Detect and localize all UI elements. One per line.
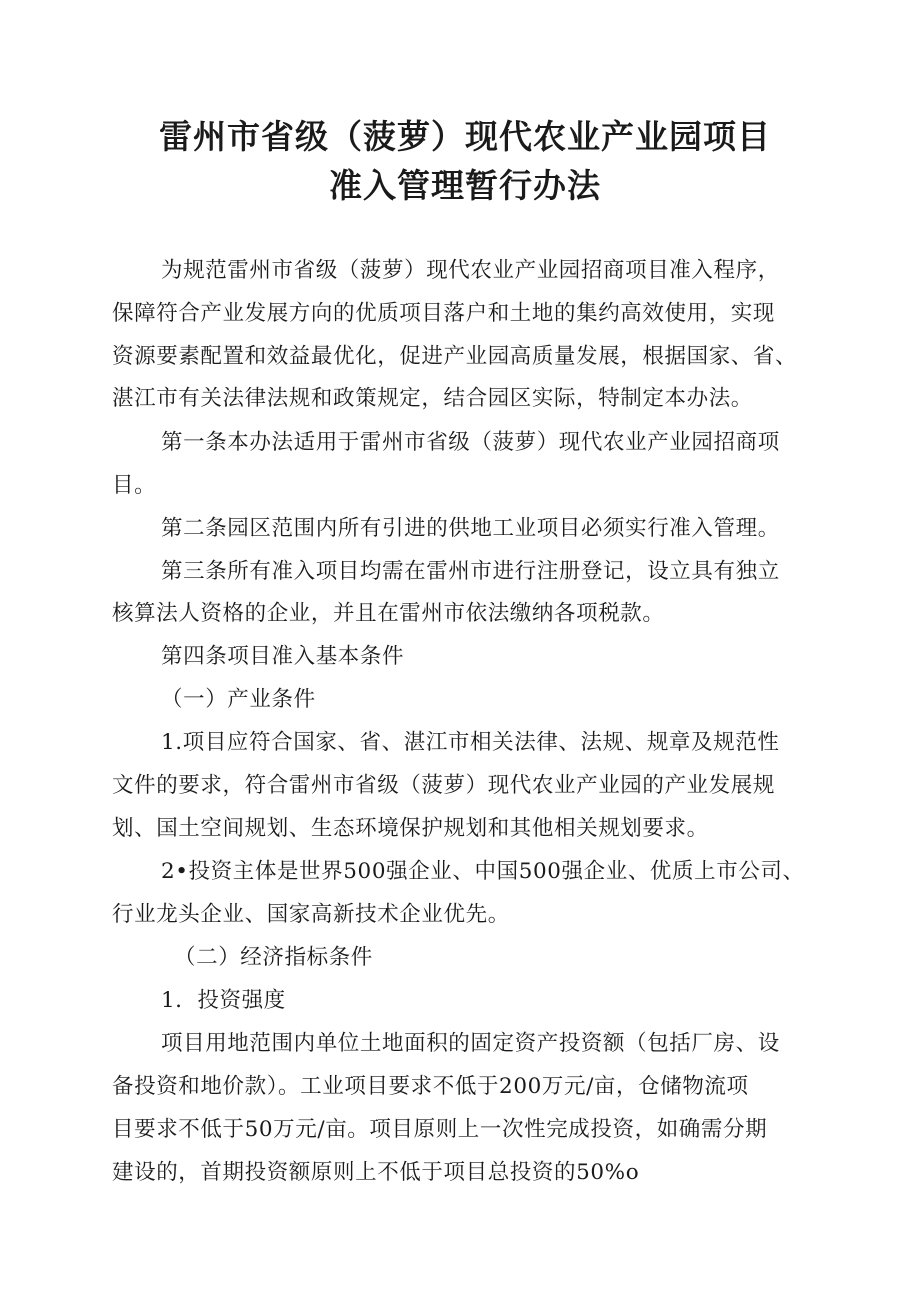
body-line: 核算法人资格的企业，并且在雷州市依法缴纳各项税款。 (112, 601, 665, 626)
body-line: 资源要素配置和效益最优化，促进产业园高质量发展，根据国家、省、 (112, 344, 798, 369)
body-line: 建设的，首期投资额原则上不低于项目总投资的50%o (112, 1160, 640, 1185)
body-line: 第三条所有准入项目均需在雷州市进行注册登记，设立具有独立 (161, 559, 780, 584)
body-line: 2•投资主体是世界500强企业、中国500强企业、优质上市公司、 (161, 859, 805, 884)
body-line: 1．投资强度 (161, 988, 286, 1013)
document-title-line-1: 雷州市省级（菠萝）现代农业产业园项目 (159, 117, 771, 156)
body-line: 备投资和地价款）。工业项目要求不低于200万元/亩，仓储物流项 (112, 1074, 749, 1099)
body-line: 目。 (112, 473, 157, 498)
body-line: 划、国土空间规划、生态环境保护规划和其他相关规划要求。 (112, 816, 709, 841)
body-line: 项目用地范围内单位土地面积的固定资产投资额（包括厂房、设 (161, 1031, 780, 1056)
body-line: 1.项目应符合国家、省、湛江市相关法律、法规、规章及规范性 (161, 730, 780, 755)
body-line: 第四条项目准入基本条件 (161, 644, 405, 669)
body-line: 保障符合产业发展方向的优质项目落户和土地的集约高效使用，实现 (112, 301, 776, 326)
body-line: 湛江市有关法律法规和政策规定，结合园区实际，特制定本办法。 (112, 386, 753, 411)
body-line: （一）产业条件 (161, 687, 316, 712)
body-line: 第一条本办法适用于雷州市省级（菠萝）现代农业产业园招商项 (161, 430, 780, 455)
body-line: 第二条园区范围内所有引进的供地工业项目必须实行准入管理。 (161, 516, 780, 541)
body-line: 为规范雷州市省级（菠萝）现代农业产业园招商项目准入程序， (161, 258, 780, 283)
body-line: 行业龙头企业、国家高新技术企业优先。 (112, 902, 510, 927)
body-line: （二）经济指标条件 (174, 945, 373, 970)
body-line: 文件的要求，符合雷州市省级（菠萝）现代农业产业园的产业发展规 (112, 773, 776, 798)
body-line: 目要求不低于50万元/亩。项目原则上一次性完成投资，如确需分期 (112, 1117, 768, 1142)
document-title-line-2: 准入管理暂行办法 (329, 166, 601, 205)
